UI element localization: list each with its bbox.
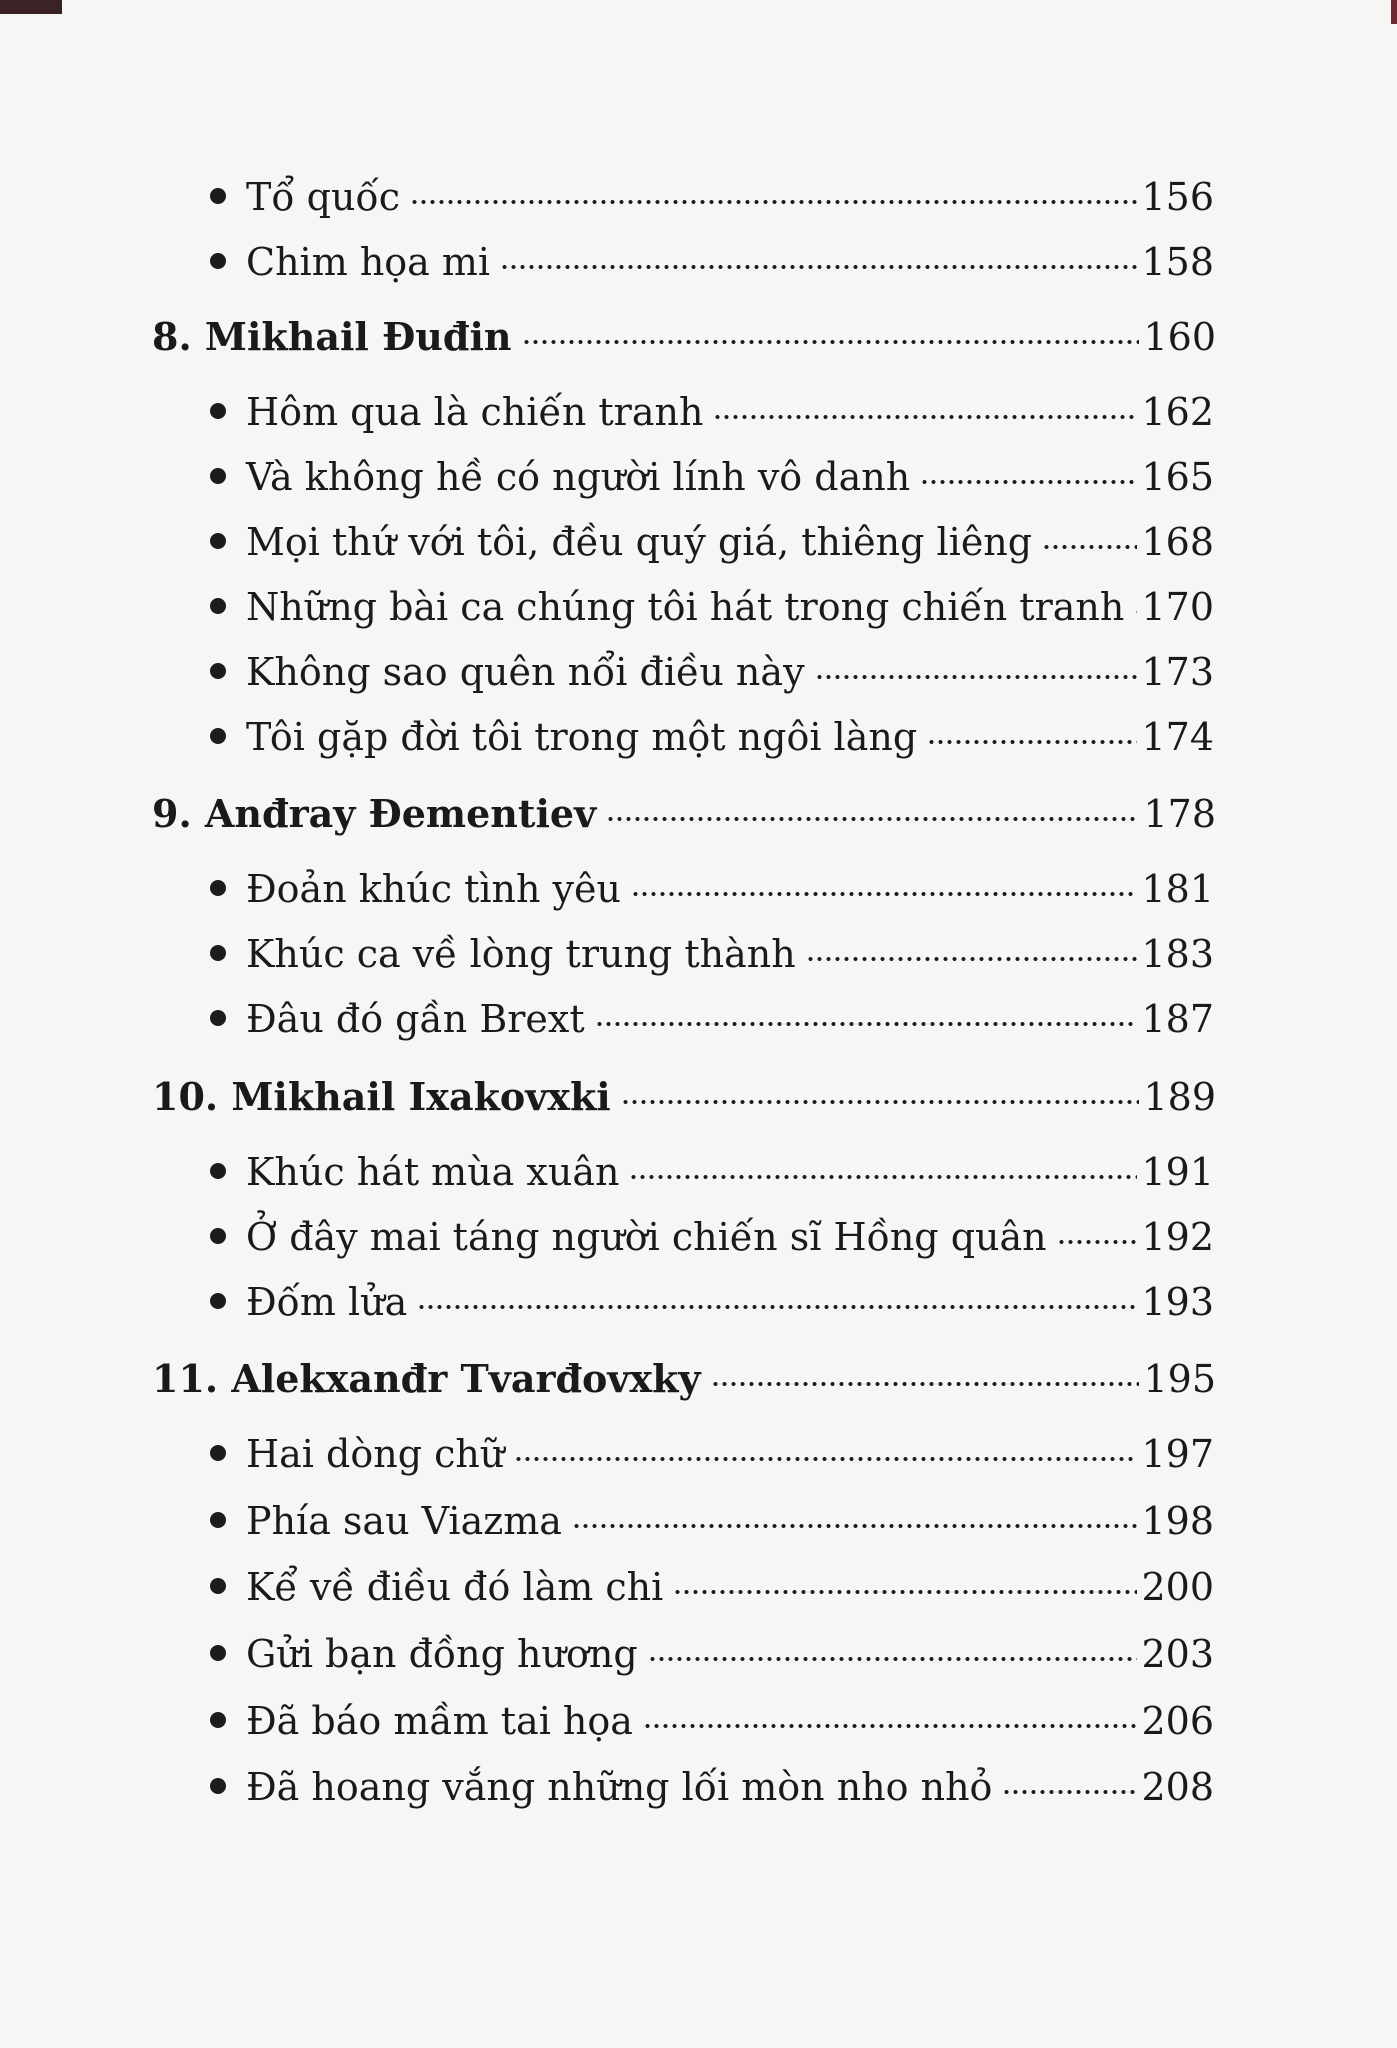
entry-title: Ở đây mai táng người chiến sĩ Hồng quân <box>246 1215 1047 1259</box>
chapter-page-number: 195 <box>1143 1357 1216 1401</box>
dot-leader <box>815 673 1138 681</box>
dot-leader <box>595 1020 1138 1028</box>
entry-page-number: 206 <box>1141 1699 1214 1743</box>
bullet-icon <box>210 1578 226 1594</box>
dot-leader <box>1057 1238 1138 1246</box>
toc-entry <box>210 1280 1214 1324</box>
toc-entry <box>210 1565 1214 1609</box>
entry-title: Đoản khúc tình yêu <box>246 867 621 911</box>
entry-title: Đốm lửa <box>246 1280 408 1324</box>
entry-page-number: 197 <box>1141 1432 1214 1476</box>
dot-leader <box>1134 608 1137 616</box>
dot-leader <box>500 263 1137 271</box>
toc-chapter-heading <box>152 1074 1216 1119</box>
chapter-title: 9. Anđray Đementiev <box>152 791 597 836</box>
dot-leader <box>514 1455 1137 1463</box>
toc-entry <box>210 455 1214 499</box>
dot-leader <box>631 890 1137 898</box>
dot-leader <box>648 1655 1138 1663</box>
toc-entry <box>210 1499 1214 1543</box>
toc-entry <box>210 520 1214 564</box>
toc-entry <box>210 1150 1214 1194</box>
chapter-title: 11. Alekxanđr Tvarđovxky <box>152 1356 701 1401</box>
entry-title: Những bài ca chúng tôi hát trong chiến tranh <box>246 585 1125 629</box>
entry-page-number: 181 <box>1141 867 1214 911</box>
toc-entry <box>210 650 1214 694</box>
chapter-page-number: 189 <box>1143 1075 1216 1119</box>
dot-leader <box>621 1098 1140 1106</box>
dot-leader <box>1002 1788 1137 1796</box>
dot-leader <box>806 955 1138 963</box>
bullet-icon <box>210 880 226 896</box>
entry-title: Tôi gặp đời tôi trong một ngôi làng <box>246 715 918 759</box>
chapter-title: 8. Mikhail Đuđin <box>152 314 512 359</box>
toc-entry <box>210 1432 1214 1476</box>
toc-entry <box>210 932 1214 976</box>
entry-title: Không sao quên nổi điều này <box>246 650 805 694</box>
entry-title: Mọi thứ với tôi, đều quý giá, thiêng liêng <box>246 520 1033 564</box>
toc-entry <box>210 867 1214 911</box>
toc-entry <box>210 997 1214 1041</box>
entry-page-number: 158 <box>1141 240 1214 284</box>
dot-leader <box>572 1522 1138 1530</box>
entry-page-number: 170 <box>1141 585 1214 629</box>
entry-page-number: 183 <box>1141 932 1214 976</box>
bullet-icon <box>210 1712 226 1728</box>
entry-title: Và không hề có người lính vô danh <box>246 455 911 499</box>
entry-title: Khúc ca về lòng trung thành <box>246 932 796 976</box>
dot-leader <box>417 1303 1137 1311</box>
dot-leader <box>711 1380 1140 1388</box>
bullet-icon <box>210 1445 226 1461</box>
toc-entry <box>210 390 1214 434</box>
entry-title: Đâu đó gần Brext <box>246 997 585 1041</box>
entry-page-number: 203 <box>1141 1632 1214 1676</box>
bullet-icon <box>210 945 226 961</box>
dot-leader <box>1042 543 1137 551</box>
entry-title: Khúc hát mùa xuân <box>246 1150 620 1194</box>
toc-chapter-heading <box>152 314 1216 359</box>
toc-entry <box>210 1215 1214 1259</box>
entry-title: Tổ quốc <box>246 175 401 219</box>
chapter-page-number: 178 <box>1143 792 1216 836</box>
toc-entry <box>210 1765 1214 1809</box>
entry-page-number: 198 <box>1141 1499 1214 1543</box>
toc-entry <box>210 1632 1214 1676</box>
entry-title: Hôm qua là chiến tranh <box>246 390 704 434</box>
entry-title: Gửi bạn đồng hương <box>246 1632 638 1676</box>
dot-leader <box>927 738 1137 746</box>
entry-page-number: 208 <box>1141 1765 1214 1809</box>
entry-page-number: 168 <box>1141 520 1214 564</box>
entry-title: Hai dòng chữ <box>246 1432 505 1476</box>
entry-page-number: 191 <box>1141 1150 1214 1194</box>
bullet-icon <box>210 1010 226 1026</box>
bullet-icon <box>210 1512 226 1528</box>
bullet-icon <box>210 1228 226 1244</box>
toc-entry <box>210 1699 1214 1743</box>
entry-page-number: 187 <box>1141 997 1214 1041</box>
entry-page-number: 162 <box>1141 390 1214 434</box>
toc-chapter-heading <box>152 1356 1216 1401</box>
bullet-icon <box>210 598 226 614</box>
bullet-icon <box>210 468 226 484</box>
bullet-icon <box>210 533 226 549</box>
dot-leader <box>920 478 1137 486</box>
toc-entry <box>210 715 1214 759</box>
bullet-icon <box>210 663 226 679</box>
entry-title: Đã hoang vắng những lối mòn nho nhỏ <box>246 1765 993 1809</box>
entry-page-number: 192 <box>1141 1215 1214 1259</box>
dot-leader <box>410 198 1137 206</box>
bullet-icon <box>210 1645 226 1661</box>
chapter-page-number: 160 <box>1143 315 1216 359</box>
bullet-icon <box>210 403 226 419</box>
entry-page-number: 174 <box>1141 715 1214 759</box>
bullet-icon <box>210 188 226 204</box>
toc-entry <box>210 175 1214 219</box>
entry-page-number: 200 <box>1141 1565 1214 1609</box>
entry-page-number: 156 <box>1141 175 1214 219</box>
bullet-icon <box>210 728 226 744</box>
dot-leader <box>643 1722 1138 1730</box>
entry-page-number: 193 <box>1141 1280 1214 1324</box>
entry-title: Chim họa mi <box>246 240 491 284</box>
entry-title: Kể về điều đó làm chi <box>246 1565 664 1609</box>
bullet-icon <box>210 1778 226 1794</box>
toc-entry <box>210 585 1214 629</box>
bullet-icon <box>210 1163 226 1179</box>
entry-page-number: 173 <box>1141 650 1214 694</box>
bullet-icon <box>210 1293 226 1309</box>
toc-chapter-heading <box>152 791 1216 836</box>
bullet-icon <box>210 253 226 269</box>
toc-entry <box>210 240 1214 284</box>
dot-leader <box>713 413 1137 421</box>
dot-leader <box>606 815 1139 823</box>
chapter-title: 10. Mikhail Ixakovxki <box>152 1074 611 1119</box>
entry-page-number: 165 <box>1141 455 1214 499</box>
dot-leader <box>522 338 1140 346</box>
dot-leader <box>673 1588 1137 1596</box>
dot-leader <box>629 1173 1137 1181</box>
entry-title: Đã báo mầm tai họa <box>246 1699 633 1743</box>
entry-title: Phía sau Viazma <box>246 1499 562 1543</box>
